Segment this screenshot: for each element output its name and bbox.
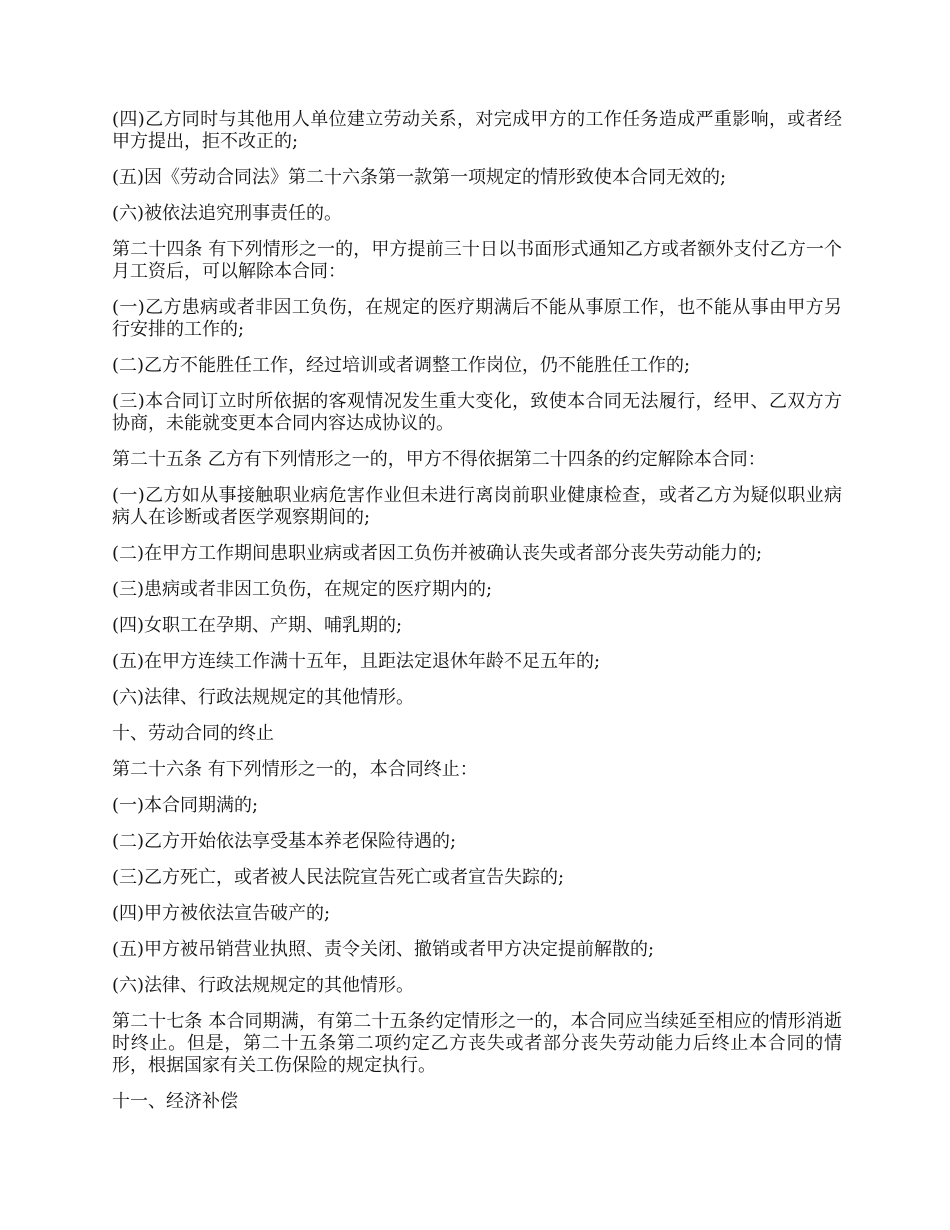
paragraph-9: (一)乙方如从事接触职业病危害作业但未进行离岗前职业健康检查，或者乙方为疑似职业病病人在诊断或者医学观察期间的; [112,485,842,528]
article-25-heading: 第二十五条 乙方有下列情形之一的，甲方不得依据第二十四条的约定解除本合同： [112,449,766,470]
article-24-heading: 第二十四条 有下列情形之一的，甲方提前三十日以书面形式通知乙方或者额外支付乙方一个月工资后，可以解除本合同： [112,239,842,282]
paragraph-7: (三)本合同订立时所依据的客观情况发生重大变化，致使本合同无法履行，经甲、乙双方方协商，未能就变更本合同内容达成协议的。 [112,391,842,434]
article-26-heading: 第二十六条 有下列情形之一的，本合同终止： [112,759,478,780]
paragraph-11: (三)患病或者非因工负伤，在规定的医疗期内的; [112,579,493,600]
paragraph-2: (五)因《劳动合同法》第二十六条第一款第一项规定的情形致使本合同无效的; [112,167,727,188]
paragraph-12: (四)女职工在孕期、产期、哺乳期的; [112,615,403,636]
paragraph-22: (六)法律、行政法规规定的其他情形。 [112,975,415,996]
paragraph-5: (一)乙方患病或者非因工负伤，在规定的医疗期满后不能从事原工作，也不能从事由甲方另行安排的工作的; [112,297,842,340]
paragraph-10: (二)在甲方工作期间患职业病或者因工负伤并被确认丧失或者部分丧失劳动能力的; [112,543,763,564]
paragraph-21: (五)甲方被吊销营业执照、责令关闭、撤销或者甲方决定提前解散的; [112,939,655,960]
section-11-heading: 十一、经济补偿 [112,1091,238,1112]
paragraph-18: (二)乙方开始依法享受基本养老保险待遇的; [112,831,457,852]
article-27-paragraph: 第二十七条 本合同期满，有第二十五条约定情形之一的，本合同应当续延至相应的情形消逝时终止。但是，第二十五条第二项约定乙方丧失或者部分丧失劳动能力后终止本合同的情形，根据国家有关工伤保险的规定执行。 [112,1011,842,1076]
paragraph-20: (四)甲方被依法宣告破产的; [112,903,331,924]
paragraph-17: (一)本合同期满的; [112,795,259,816]
paragraph-6: (二)乙方不能胜任工作，经过培训或者调整工作岗位，仍不能胜任工作的; [112,355,691,376]
paragraph-19: (三)乙方死亡，或者被人民法院宣告死亡或者宣告失踪的; [112,867,565,888]
paragraph-1: (四)乙方同时与其他用人单位建立劳动关系，对完成甲方的工作任务造成严重影响，或者经甲方提出，拒不改正的; [112,109,842,152]
paragraph-3: (六)被依法追究刑事责任的。 [112,203,343,224]
section-10-heading: 十、劳动合同的终止 [112,723,274,744]
paragraph-14: (六)法律、行政法规规定的其他情形。 [112,687,415,708]
paragraph-13: (五)在甲方连续工作满十五年，且距法定退休年龄不足五年的; [112,651,601,672]
document-page [112,109,842,1127]
